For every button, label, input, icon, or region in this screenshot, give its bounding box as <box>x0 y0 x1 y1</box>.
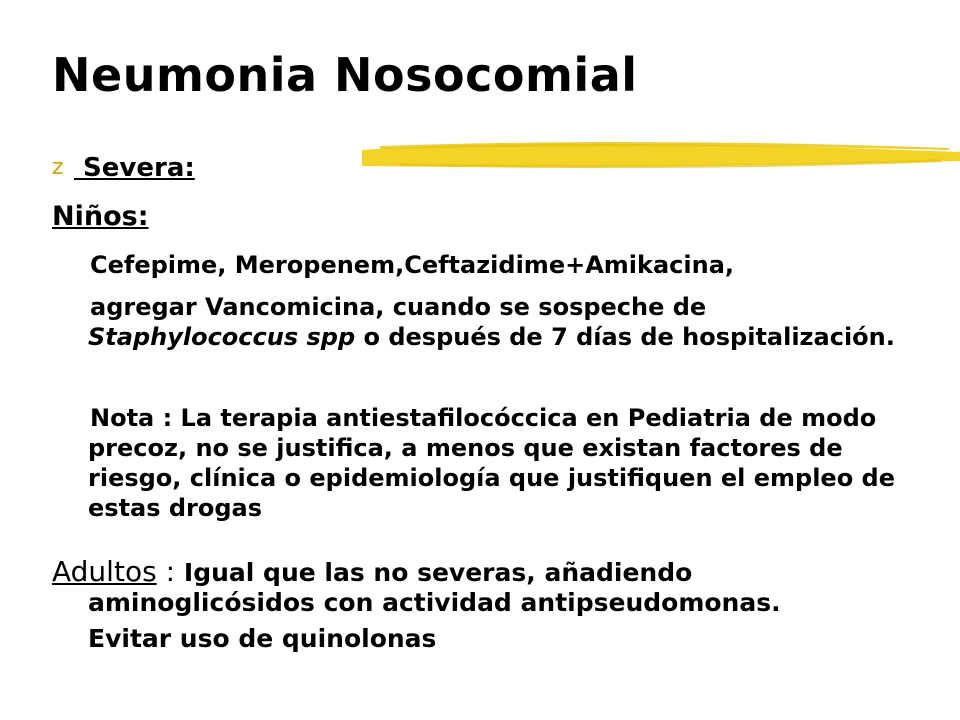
ninos-paragraph-2 <box>88 292 908 352</box>
z-bullet-icon: z <box>52 155 64 180</box>
adultos-text-2: aminoglicósidos con actividad antipseudomonas. <box>88 588 781 617</box>
severa-label: Severa: <box>74 153 195 183</box>
adultos-label: Adultos <box>52 555 157 588</box>
ninos-heading: Niños: <box>52 201 149 232</box>
adultos-paragraph <box>52 557 932 654</box>
para2-start: agregar Vancomicina, cuando se sospeche de <box>90 293 707 321</box>
adultos-colon: : <box>156 555 184 588</box>
para2-italic: Staphylococcus spp <box>88 323 356 351</box>
adultos-text-3: Evitar uso de quinolonas <box>88 624 437 653</box>
ninos-line-1: Cefepime, Meropenem,Ceftazidime+Amikacina, <box>90 251 735 279</box>
slide-title: Neumonia Nosocomial <box>52 48 638 102</box>
nota-paragraph: Nota : La terapia antiestafilocóccica en Pediatria de modo precoz, no se justifica, a menos que existan factores de riesgo, clínica o epidemiología que justifiquen el empleo de estas drogas <box>88 404 896 522</box>
para2-rest: o después de 7 días de hospitalización. <box>355 323 895 351</box>
bullet-severa <box>52 155 195 181</box>
adultos-text-1: Igual que las no severas, añadiendo <box>183 558 693 587</box>
